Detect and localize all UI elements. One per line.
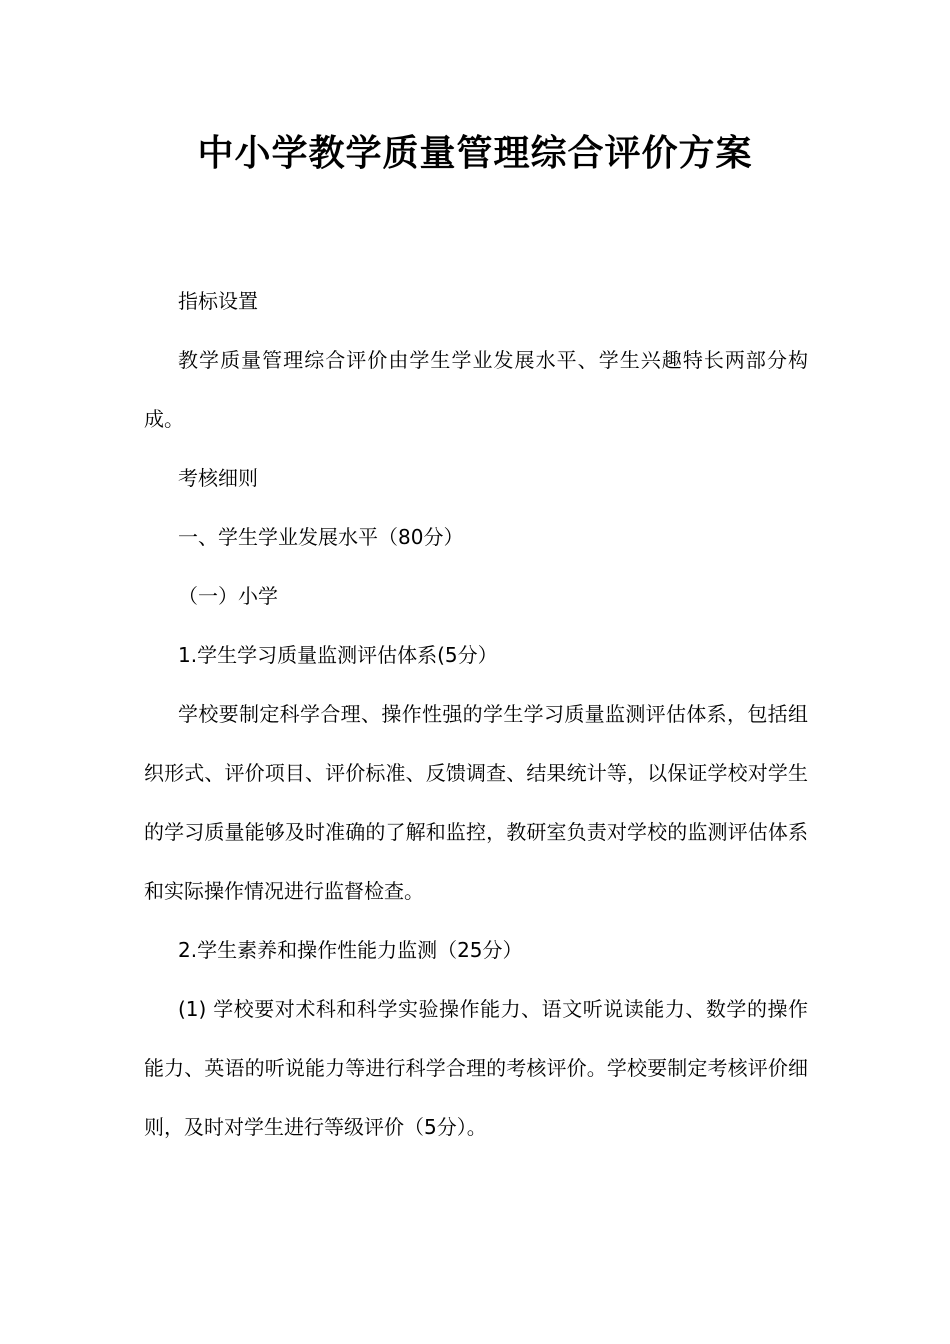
paragraph-composition: 教学质量管理综合评价由学生学业发展水平、学生兴趣特长两部分构成。 bbox=[144, 348, 808, 431]
heading-quality-monitoring-system: 1.学生学习质量监测评估体系(5分） bbox=[178, 643, 498, 667]
document-body bbox=[144, 272, 808, 1157]
paragraph-monitoring-system: 学校要制定科学合理、操作性强的学生学习质量监测评估体系，包括组织形式、评价项目、评价标准、反馈调查、结果统计等，以保证学校对学生的学习质量能够及时准确的了解和监控，教研室负责对学校的监测评估体系和实际操作情况进行监督检查。 bbox=[144, 702, 808, 903]
section-heading-assessment-rules: 考核细则 bbox=[178, 466, 258, 490]
document-title: 中小学教学质量管理综合评价方案 bbox=[197, 132, 753, 174]
paragraph-ability-assessment: (1) 学校要对术科和科学实验操作能力、语文听说读能力、数学的操作能力、英语的听说能力等进行科学合理的考核评价。学校要制定考核评价细则，及时对学生进行等级评价（5分）。 bbox=[144, 997, 808, 1139]
heading-academic-development: 一、学生学业发展水平（80分） bbox=[178, 525, 464, 549]
heading-primary-school: （一）小学 bbox=[178, 584, 278, 608]
section-heading-indicators: 指标设置 bbox=[178, 289, 258, 313]
heading-literacy-ability-monitoring: 2.学生素养和操作性能力监测（25分） bbox=[178, 938, 523, 962]
